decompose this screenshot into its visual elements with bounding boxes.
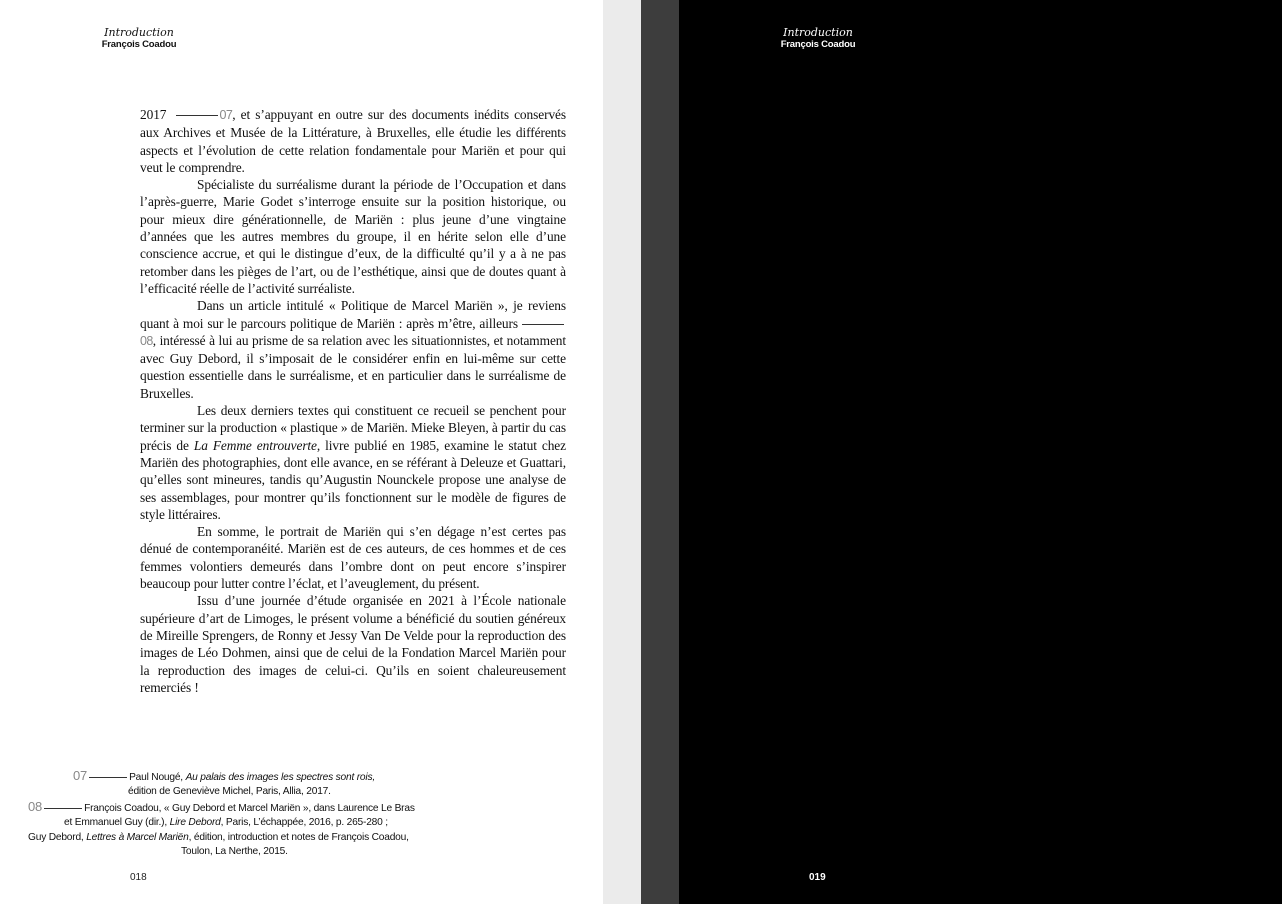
running-head-author: François Coadou <box>101 39 177 50</box>
book-title: Au palais des images les spectres sont rois, <box>185 772 375 783</box>
right-running-head <box>718 26 918 50</box>
text-fragment: Dans un article intitulé « Politique de Marcel Mariën », je reviens quant à moi sur le parcours politique de Mariën : après m’être, ailleurs <box>140 298 566 331</box>
text-fragment: François Coadou, « Guy Debord et Marcel Mariën », dans Laurence Le Bras <box>84 802 415 814</box>
text-fragment: , intéressé à lui au prisme de sa relation avec les situationnistes, et notamment avec Guy Debord, il s’imposait de le considérer enfin en lui-même sur cette question essentielle dans le surréalisme, et en particulier dans le surréalisme de Bruxelles. <box>140 332 566 401</box>
running-head-title: Introduction <box>783 26 853 39</box>
text-fragment: , édition, introduction et notes de François Coadou, <box>188 831 409 843</box>
footnote-08-line-2 <box>20 816 480 830</box>
paragraph: En somme, le portrait de Mariën qui s’en dégage n’est certes pas dénué de contemporanéité. Mariën est de ces auteurs, de ces hommes et de ces femmes volontiers demeurés dans l’ombre dont on peut encore s’inspirer beaucoup pour lutter contre l’éclat, et l’aveuglement, du présent. <box>140 524 566 592</box>
footnote-number: 07 <box>73 768 88 783</box>
footnotes <box>20 769 480 859</box>
text-fragment: Paul Nougé, <box>129 772 186 783</box>
paragraph <box>140 106 566 176</box>
right-page-black <box>679 0 1282 904</box>
text-fragment: , livre publié en 1985, examine le statut chez Mariën des photographies, dont elle avance, en se référant à Deleuze et Guattari, qu’elles sont mineures, tandis qu’Augustin Nounckele propose une analyse de ses assemblages, pour montrer qu’ils fonctionnent sur le modèle de figures de style littéraires. <box>140 437 566 522</box>
footnote-08-line-1 <box>20 800 480 816</box>
footnote-leader-line <box>522 324 564 325</box>
left-running-head <box>39 26 239 50</box>
paragraph: Issu d’une journée d’étude organisée en 2021 à l’École nationale supérieure d’art de Limoges, le présent volume a bénéficié du soutien généreux de Mireille Sprengers, de Ronny et Jessy Van De Velde pour la reproduction des images de Léo Dohmen, ainsi que de celui de la Fondation Marcel Mariën pour la reproduction des images de celui-ci. Qu’ils en soient chaleureusement remerciés ! <box>140 593 566 695</box>
footnote-07-line-1 <box>20 769 480 785</box>
text-fragment: Guy Debord, <box>28 831 87 843</box>
paragraph <box>140 402 566 523</box>
book-title: Lettres à Marcel Mariën <box>86 831 189 843</box>
spine-gutter-dark <box>641 0 679 904</box>
footnote-reference[interactable]: 07 <box>219 108 233 122</box>
right-page-number: 019 <box>809 872 826 883</box>
footnote-07-line-2: édition de Geneviève Michel, Paris, Allia, 2017. <box>128 786 331 798</box>
footnote-number: 08 <box>28 798 43 814</box>
body-text <box>140 106 566 696</box>
book-title: Lire Debord <box>169 817 221 829</box>
running-head-title: Introduction <box>104 26 174 39</box>
left-page-number: 018 <box>130 872 147 883</box>
footnote-rule <box>44 808 82 809</box>
spine-gutter-light <box>603 0 641 904</box>
footnote-leader-line <box>176 115 218 116</box>
text-fragment: , et s’appuyant en outre sur des documents inédits conservés aux Archives et Musée de la Littérature, à Bruxelles, elle étudie les différents aspects et l’évolution de cette relation fondamentale pour Mariën et pour qui veut le comprendre. <box>140 107 566 175</box>
paragraph <box>140 297 566 402</box>
footnote-reference[interactable]: 08 <box>140 333 153 348</box>
running-head-author: François Coadou <box>780 39 856 50</box>
footnote-rule <box>89 777 127 778</box>
footnote-08-line-4: Toulon, La Nerthe, 2015. <box>181 846 288 858</box>
footnote-08-line-3 <box>20 831 480 845</box>
text-fragment: Les deux derniers textes qui constituent ce recueil se penchent pour terminer sur la production « plastique » de Mariën. Mieke Bleyen, à partir du cas précis de <box>140 403 566 453</box>
paragraph: Spécialiste du surréalisme durant la période de l’Occupation et dans l’après-guerre, Marie Godet s’interroge ensuite sur la position historique, ou pour mieux dire générationnelle, de Mariën : plus jeune d’une vingtaine d’années que les autres membres du groupe, il en hérite selon elle d’une conscience accrue, et qui le distingue d’eux, de la difficulté qu’il y a à ne pas retomber dans les pièges de l’art, ou de l’esthétique, ainsi que de doutes quant à l’efficacité réelle de l’activité surréaliste. <box>140 177 566 296</box>
text-fragment: et Emmanuel Guy (dir.), <box>64 817 170 829</box>
text-fragment: 2017 <box>140 107 167 122</box>
text-fragment: , Paris, L’échappée, 2016, p. 265-280 ; <box>220 817 388 829</box>
book-title: La Femme entrouverte <box>193 437 317 453</box>
